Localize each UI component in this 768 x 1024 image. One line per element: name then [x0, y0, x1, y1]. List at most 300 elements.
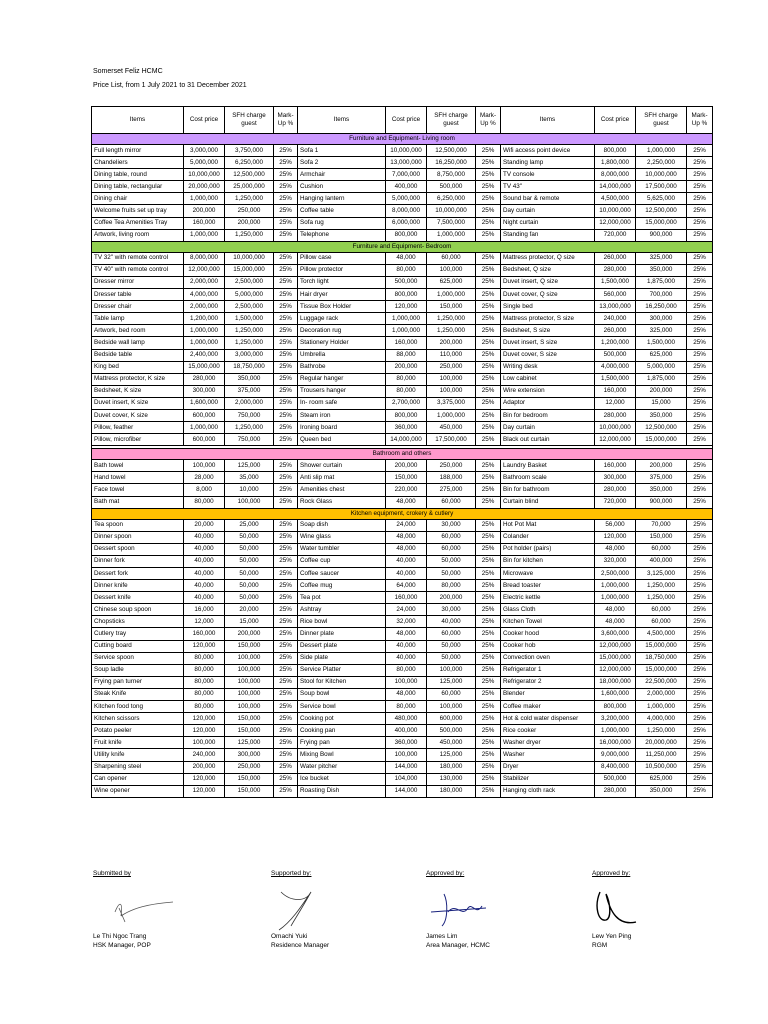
markup: 25% — [274, 773, 298, 785]
item-name: Service spoon — [92, 652, 184, 664]
sfh-charge: 4,500,000 — [636, 628, 687, 640]
cost-price: 720,000 — [595, 229, 636, 241]
item-name: Coffee saucer — [298, 568, 386, 580]
markup: 25% — [687, 460, 713, 472]
sfh-charge: 50,000 — [225, 531, 274, 543]
item-name: Kitchen scissors — [92, 713, 184, 725]
table-row — [92, 737, 713, 749]
markup: 25% — [476, 592, 501, 604]
markup: 25% — [274, 217, 298, 229]
markup: 25% — [274, 531, 298, 543]
sfh-charge: 60,000 — [427, 628, 476, 640]
sfh-charge: 11,250,000 — [636, 749, 687, 761]
sfh-charge: 10,000,000 — [225, 252, 274, 264]
table-row — [92, 205, 713, 217]
item-name: Day curtain — [501, 205, 595, 217]
item-name: Pillow protector — [298, 264, 386, 276]
table-row — [92, 496, 713, 508]
cost-price: 1,500,000 — [595, 373, 636, 385]
sfh-charge: 100,000 — [225, 664, 274, 676]
markup: 25% — [687, 785, 713, 797]
table-row — [92, 604, 713, 616]
cost-price: 12,000,000 — [595, 217, 636, 229]
markup: 25% — [687, 252, 713, 264]
sfh-charge: 60,000 — [427, 543, 476, 555]
sfh-charge: 18,750,000 — [636, 652, 687, 664]
markup: 25% — [476, 484, 501, 496]
cost-price: 1,000,000 — [386, 325, 427, 337]
item-name: Duvet insert, K size — [92, 397, 184, 409]
item-name: Single bed — [501, 301, 595, 313]
item-name: Table lamp — [92, 313, 184, 325]
sfh-charge: 7,500,000 — [427, 217, 476, 229]
item-name: Stool for Kitchen — [298, 676, 386, 688]
cost-price: 48,000 — [386, 531, 427, 543]
item-name: Wine opener — [92, 785, 184, 797]
sfh-charge: 60,000 — [427, 496, 476, 508]
item-name: Hand towel — [92, 472, 184, 484]
item-name: Decoration rug — [298, 325, 386, 337]
markup: 25% — [476, 761, 501, 773]
cost-price: 120,000 — [595, 531, 636, 543]
sfh-charge: 20,000 — [225, 604, 274, 616]
cost-price: 120,000 — [184, 773, 225, 785]
sfh-charge: 2,000,000 — [636, 688, 687, 700]
cost-price: 4,000,000 — [184, 289, 225, 301]
item-name: Ice bucket — [298, 773, 386, 785]
sfh-charge: 900,000 — [636, 229, 687, 241]
section-title: Kitchen equipment, crokery & cutlery — [92, 508, 713, 519]
cost-price: 160,000 — [595, 385, 636, 397]
sfh-charge: 50,000 — [225, 543, 274, 555]
cost-price: 1,600,000 — [184, 397, 225, 409]
table-row — [92, 531, 713, 543]
cost-price: 80,000 — [386, 701, 427, 713]
markup: 25% — [476, 616, 501, 628]
item-name: Rice bowl — [298, 616, 386, 628]
sfh-charge: 300,000 — [225, 749, 274, 761]
markup: 25% — [274, 484, 298, 496]
sfh-charge: 1,250,000 — [225, 325, 274, 337]
sfh-charge: 30,000 — [427, 604, 476, 616]
item-name: Bedsheet, Q size — [501, 264, 595, 276]
sfh-charge: 60,000 — [427, 688, 476, 700]
col-cost-price: Cost price — [386, 107, 427, 134]
markup: 25% — [476, 385, 501, 397]
markup: 25% — [687, 773, 713, 785]
cost-price: 800,000 — [386, 289, 427, 301]
sfh-charge: 150,000 — [225, 725, 274, 737]
sfh-charge: 80,000 — [427, 580, 476, 592]
cost-price: 320,000 — [595, 555, 636, 567]
markup: 25% — [476, 664, 501, 676]
sfh-charge: 100,000 — [427, 385, 476, 397]
signature-role: Approved by: — [426, 870, 465, 877]
item-name: Duvet insert, S size — [501, 337, 595, 349]
item-name: Dinner knife — [92, 580, 184, 592]
sfh-charge: 50,000 — [225, 592, 274, 604]
sfh-charge: 200,000 — [427, 337, 476, 349]
item-name: Rock Glass — [298, 496, 386, 508]
sfh-charge: 6,250,000 — [225, 157, 274, 169]
item-name: Ironing board — [298, 422, 386, 434]
signatory-name: Le Thi Ngoc Trang — [93, 933, 147, 940]
sfh-charge: 1,500,000 — [225, 313, 274, 325]
item-name: Bathroom scale — [501, 472, 595, 484]
cost-price: 144,000 — [386, 761, 427, 773]
sfh-charge: 40,000 — [427, 616, 476, 628]
item-name: Microwave — [501, 568, 595, 580]
markup: 25% — [274, 349, 298, 361]
markup: 25% — [476, 169, 501, 181]
sfh-charge: 375,000 — [225, 385, 274, 397]
item-name: Night curtain — [501, 217, 595, 229]
sfh-charge: 5,000,000 — [636, 361, 687, 373]
sfh-charge: 125,000 — [225, 737, 274, 749]
table-row — [92, 785, 713, 797]
sfh-charge: 25,000,000 — [225, 181, 274, 193]
item-name: Mixing Bowl — [298, 749, 386, 761]
cost-price: 10,000,000 — [386, 145, 427, 157]
cost-price: 12,000 — [184, 616, 225, 628]
item-name: In- room safe — [298, 397, 386, 409]
table-row — [92, 713, 713, 725]
markup: 25% — [274, 276, 298, 288]
item-name: Wine glass — [298, 531, 386, 543]
item-name: Cooker hob — [501, 640, 595, 652]
markup: 25% — [476, 713, 501, 725]
item-name: Mattress protector, Q size — [501, 252, 595, 264]
cost-price: 360,000 — [386, 737, 427, 749]
cost-price: 100,000 — [184, 460, 225, 472]
sfh-charge: 10,000,000 — [636, 169, 687, 181]
item-name: Dresser chair — [92, 301, 184, 313]
markup: 25% — [476, 749, 501, 761]
cost-price: 1,000,000 — [184, 422, 225, 434]
markup: 25% — [476, 496, 501, 508]
cost-price: 500,000 — [386, 276, 427, 288]
markup: 25% — [274, 373, 298, 385]
cost-price: 160,000 — [595, 460, 636, 472]
cost-price: 120,000 — [184, 713, 225, 725]
table-row — [92, 385, 713, 397]
sfh-charge: 5,625,000 — [636, 193, 687, 205]
item-name: Convection oven — [501, 652, 595, 664]
markup: 25% — [476, 205, 501, 217]
sfh-charge: 150,000 — [225, 773, 274, 785]
markup: 25% — [476, 373, 501, 385]
cost-price: 3,000,000 — [184, 145, 225, 157]
markup: 25% — [274, 676, 298, 688]
sfh-charge: 500,000 — [427, 181, 476, 193]
cost-price: 160,000 — [386, 337, 427, 349]
cost-price: 4,500,000 — [595, 193, 636, 205]
markup: 25% — [476, 409, 501, 421]
markup: 25% — [274, 761, 298, 773]
markup: 25% — [687, 761, 713, 773]
sfh-charge: 1,250,000 — [636, 592, 687, 604]
markup: 25% — [274, 472, 298, 484]
cost-price: 260,000 — [595, 325, 636, 337]
item-name: Bedsheet, K size — [92, 385, 184, 397]
cost-price: 7,000,000 — [386, 169, 427, 181]
markup: 25% — [274, 785, 298, 797]
markup: 25% — [687, 337, 713, 349]
item-name: Refrigerator 1 — [501, 664, 595, 676]
sfh-charge: 1,000,000 — [636, 145, 687, 157]
markup: 25% — [274, 543, 298, 555]
item-name: Mattress protector, S size — [501, 313, 595, 325]
sfh-charge: 18,750,000 — [225, 361, 274, 373]
sfh-charge: 2,500,000 — [225, 276, 274, 288]
cost-price: 500,000 — [595, 773, 636, 785]
cost-price: 15,000,000 — [184, 361, 225, 373]
table-row — [92, 434, 713, 446]
cost-price: 120,000 — [184, 785, 225, 797]
sfh-charge: 1,250,000 — [427, 313, 476, 325]
cost-price: 80,000 — [386, 373, 427, 385]
markup: 25% — [274, 701, 298, 713]
sfh-charge: 3,750,000 — [225, 145, 274, 157]
markup: 25% — [274, 460, 298, 472]
item-name: Duvet cover, Q size — [501, 289, 595, 301]
markup: 25% — [687, 496, 713, 508]
markup: 25% — [687, 688, 713, 700]
cost-price: 280,000 — [595, 484, 636, 496]
sfh-charge: 625,000 — [636, 773, 687, 785]
sfh-charge: 150,000 — [636, 531, 687, 543]
cost-price: 800,000 — [595, 145, 636, 157]
cost-price: 100,000 — [386, 676, 427, 688]
item-name: Dining table, rectangular — [92, 181, 184, 193]
sfh-charge: 12,500,000 — [225, 169, 274, 181]
table-row — [92, 460, 713, 472]
cost-price: 40,000 — [184, 543, 225, 555]
markup: 25% — [476, 628, 501, 640]
sfh-charge: 60,000 — [636, 616, 687, 628]
item-name: Wifi access point device — [501, 145, 595, 157]
item-name: Anti slip mat — [298, 472, 386, 484]
table-row — [92, 592, 713, 604]
item-name: Sharpening steel — [92, 761, 184, 773]
item-name: Bedside wall lamp — [92, 337, 184, 349]
markup: 25% — [274, 313, 298, 325]
section-title: Bathroom and others — [92, 449, 713, 460]
sfh-charge: 15,000 — [225, 616, 274, 628]
sfh-charge: 200,000 — [225, 217, 274, 229]
cost-price: 240,000 — [595, 313, 636, 325]
item-name: Bin for bedroom — [501, 409, 595, 421]
item-name: Laundry Basket — [501, 460, 595, 472]
col-markup: Mark-Up % — [274, 107, 298, 134]
markup: 25% — [687, 676, 713, 688]
cost-price: 200,000 — [386, 361, 427, 373]
markup: 25% — [687, 229, 713, 241]
cost-price: 8,400,000 — [595, 761, 636, 773]
col-markup: Mark-Up % — [687, 107, 713, 134]
sfh-charge: 12,500,000 — [636, 205, 687, 217]
cost-price: 500,000 — [595, 349, 636, 361]
signatory-name: James Lim — [426, 933, 458, 940]
cost-price: 40,000 — [184, 568, 225, 580]
item-name: Bread toaster — [501, 580, 595, 592]
table-row — [92, 664, 713, 676]
item-name: Sound bar & remote — [501, 193, 595, 205]
cost-price: 40,000 — [184, 531, 225, 543]
cost-price: 200,000 — [184, 205, 225, 217]
markup: 25% — [274, 664, 298, 676]
item-name: Pillow, microfiber — [92, 434, 184, 446]
markup: 25% — [687, 205, 713, 217]
cost-price: 80,000 — [386, 264, 427, 276]
markup: 25% — [476, 531, 501, 543]
sfh-charge: 16,250,000 — [427, 157, 476, 169]
sfh-charge: 20,000,000 — [636, 737, 687, 749]
sfh-charge: 3,125,000 — [636, 568, 687, 580]
cost-price: 4,000,000 — [595, 361, 636, 373]
cost-price: 260,000 — [595, 252, 636, 264]
item-name: Service bowl — [298, 701, 386, 713]
item-name: Umbrella — [298, 349, 386, 361]
item-name: Cooker hood — [501, 628, 595, 640]
cost-price: 800,000 — [386, 409, 427, 421]
item-name: Adaptor — [501, 397, 595, 409]
markup: 25% — [274, 205, 298, 217]
cost-price: 88,000 — [386, 349, 427, 361]
cost-price: 220,000 — [386, 484, 427, 496]
sfh-charge: 180,000 — [427, 761, 476, 773]
markup: 25% — [687, 325, 713, 337]
cost-price: 20,000 — [184, 519, 225, 531]
signature-block-supported — [271, 870, 330, 949]
sfh-charge: 50,000 — [427, 555, 476, 567]
item-name: Telephone — [298, 229, 386, 241]
markup: 25% — [274, 325, 298, 337]
cost-price: 120,000 — [386, 301, 427, 313]
cost-price: 160,000 — [184, 217, 225, 229]
sfh-charge: 15,000 — [636, 397, 687, 409]
markup: 25% — [476, 325, 501, 337]
item-name: Coffee Tea Amenities Tray — [92, 217, 184, 229]
item-name: TV 40" with remote control — [92, 264, 184, 276]
sfh-charge: 50,000 — [427, 640, 476, 652]
markup: 25% — [687, 484, 713, 496]
markup: 25% — [274, 397, 298, 409]
cost-price: 12,000,000 — [184, 264, 225, 276]
markup: 25% — [687, 385, 713, 397]
markup: 25% — [687, 616, 713, 628]
markup: 25% — [476, 422, 501, 434]
price-list-period: Price List, from 1 July 2021 to 31 December 2021 — [93, 82, 247, 89]
sfh-charge: 5,000,000 — [225, 289, 274, 301]
item-name: Soup ladle — [92, 664, 184, 676]
cost-price: 2,000,000 — [184, 276, 225, 288]
markup: 25% — [274, 555, 298, 567]
cost-price: 40,000 — [184, 580, 225, 592]
cost-price: 24,000 — [386, 519, 427, 531]
cost-price: 80,000 — [184, 688, 225, 700]
markup: 25% — [476, 640, 501, 652]
markup: 25% — [687, 193, 713, 205]
markup: 25% — [687, 397, 713, 409]
sfh-charge: 100,000 — [427, 264, 476, 276]
markup: 25% — [476, 460, 501, 472]
cost-price: 8,000,000 — [386, 205, 427, 217]
markup: 25% — [687, 289, 713, 301]
markup: 25% — [274, 592, 298, 604]
cost-price: 1,000,000 — [386, 313, 427, 325]
sfh-charge: 750,000 — [225, 434, 274, 446]
col-sfh-charge: SFH charge guest — [636, 107, 687, 134]
markup: 25% — [476, 701, 501, 713]
sfh-charge: 150,000 — [225, 785, 274, 797]
markup: 25% — [687, 749, 713, 761]
sfh-charge: 250,000 — [427, 460, 476, 472]
cost-price: 400,000 — [386, 725, 427, 737]
item-name: Full length mirror — [92, 145, 184, 157]
markup: 25% — [687, 628, 713, 640]
markup: 25% — [476, 217, 501, 229]
cost-price: 8,000 — [184, 484, 225, 496]
item-name: Bedside table — [92, 349, 184, 361]
sfh-charge: 350,000 — [636, 785, 687, 797]
markup: 25% — [687, 409, 713, 421]
sfh-charge: 1,250,000 — [636, 580, 687, 592]
markup: 25% — [476, 676, 501, 688]
sfh-charge: 150,000 — [225, 640, 274, 652]
sfh-charge: 250,000 — [427, 361, 476, 373]
sfh-charge: 60,000 — [636, 543, 687, 555]
cost-price: 40,000 — [386, 568, 427, 580]
sfh-charge: 8,750,000 — [427, 169, 476, 181]
item-name: Roasting Dish — [298, 785, 386, 797]
sfh-charge: 450,000 — [427, 422, 476, 434]
item-name: TV console — [501, 169, 595, 181]
item-name: Washer dryer — [501, 737, 595, 749]
signatory-name: Omachi Yuki — [271, 933, 308, 940]
signature-block-approved-2 — [592, 870, 632, 949]
markup: 25% — [274, 181, 298, 193]
cost-price: 360,000 — [386, 422, 427, 434]
item-name: Hanging cloth rack — [501, 785, 595, 797]
item-name: Sofa rug — [298, 217, 386, 229]
markup: 25% — [476, 519, 501, 531]
table-header-row — [92, 107, 713, 134]
item-name: Hot & cold water dispenser — [501, 713, 595, 725]
item-name: Sofa 2 — [298, 157, 386, 169]
table-row — [92, 349, 713, 361]
sfh-charge: 900,000 — [636, 496, 687, 508]
section-header-row — [92, 508, 713, 519]
col-cost-price: Cost price — [184, 107, 225, 134]
markup: 25% — [687, 713, 713, 725]
sfh-charge: 3,375,000 — [427, 397, 476, 409]
item-name: Steam iron — [298, 409, 386, 421]
sfh-charge: 50,000 — [225, 580, 274, 592]
col-markup: Mark-Up % — [476, 107, 501, 134]
markup: 25% — [274, 145, 298, 157]
markup: 25% — [687, 276, 713, 288]
item-name: Artwork, bed room — [92, 325, 184, 337]
sfh-charge: 1,000,000 — [427, 289, 476, 301]
cost-price: 2,000,000 — [184, 301, 225, 313]
cost-price: 48,000 — [386, 688, 427, 700]
markup: 25% — [687, 217, 713, 229]
sfh-charge: 60,000 — [636, 604, 687, 616]
sfh-charge: 100,000 — [225, 701, 274, 713]
cost-price: 480,000 — [386, 713, 427, 725]
markup: 25% — [476, 313, 501, 325]
